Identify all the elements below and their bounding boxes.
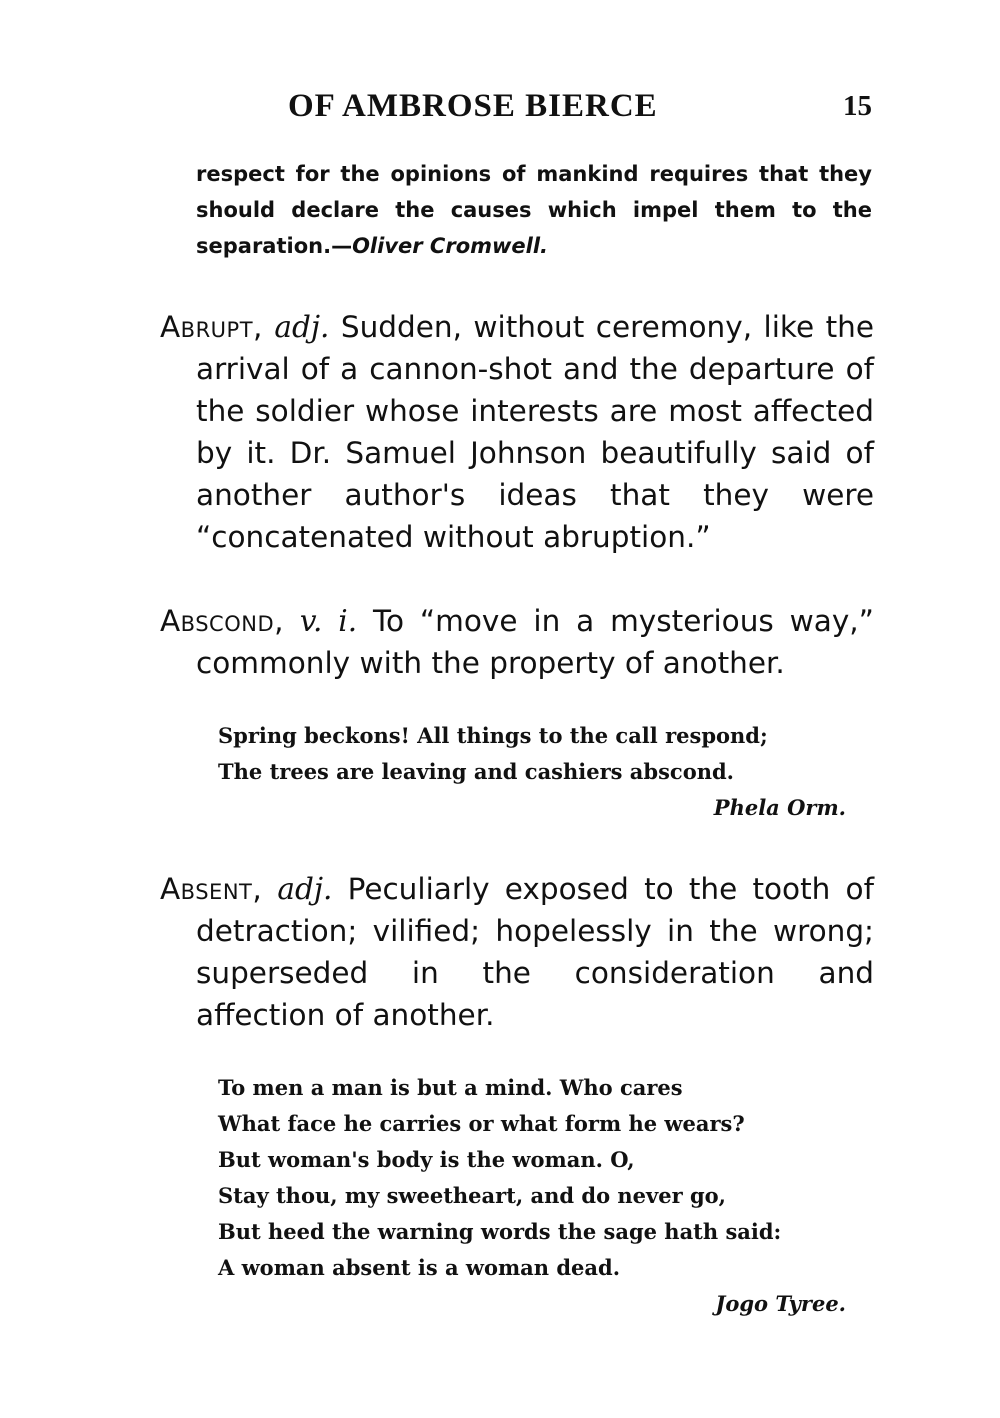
entry-part-of-speech: v. i.	[299, 604, 358, 638]
verse-attribution: Jogo Tyree.	[715, 1291, 846, 1316]
running-head	[160, 88, 872, 132]
running-title: OF AMBROSE BIERCE	[288, 88, 658, 124]
entry-abscond	[160, 600, 874, 684]
continued-quotation-attribution: Oliver Cromwell.	[352, 234, 549, 258]
page-number: 15	[843, 90, 872, 122]
entry-headword: Abrupt,	[160, 310, 263, 344]
entry-abrupt	[160, 306, 874, 558]
verse-line: Stay thou, my sweetheart, and do never go,	[218, 1183, 726, 1208]
entry-headword: Absent,	[160, 872, 263, 906]
entry-absent	[160, 868, 874, 1036]
entry-part-of-speech: adj.	[277, 872, 333, 906]
verse-line: Spring beckons! All things to the call respond;	[218, 723, 768, 748]
verse-line: A woman absent is a woman dead.	[218, 1255, 621, 1280]
verse-line: To men a man is but a mind. Who cares	[218, 1075, 683, 1100]
entry-definition: Sudden, without ceremony, like the arrival of a cannon-shot and the departure of the soldier whose interests are most affected by it. Dr. Samuel Johnson beautifully said of another author's ideas that they were “concatenated without abruption.”	[196, 310, 874, 554]
verse-line: But woman's body is the woman. O,	[218, 1147, 635, 1172]
continued-quotation	[196, 156, 872, 264]
verse-absent	[218, 1070, 872, 1322]
continued-quotation-text: respect for the opinions of mankind requires that they should declare the causes which impel them to the separation.—	[196, 162, 872, 258]
verse-line: The trees are leaving and cashiers abscond.	[218, 759, 734, 784]
verse-line: What face he carries or what form he wears?	[218, 1111, 745, 1136]
verse-attribution: Phela Orm.	[713, 795, 846, 820]
entry-definition: Peculiarly exposed to the tooth of detraction; vilified; hopelessly in the wrong; superseded in the consideration and affection of another.	[196, 872, 874, 1032]
entry-part-of-speech: adj.	[274, 310, 330, 344]
verse-abscond	[218, 718, 872, 826]
entry-headword: Abscond,	[160, 604, 284, 638]
verse-line: But heed the warning words the sage hath said:	[218, 1219, 782, 1244]
entry-definition: To “move in a mysterious way,” commonly with the property of another.	[196, 604, 874, 680]
